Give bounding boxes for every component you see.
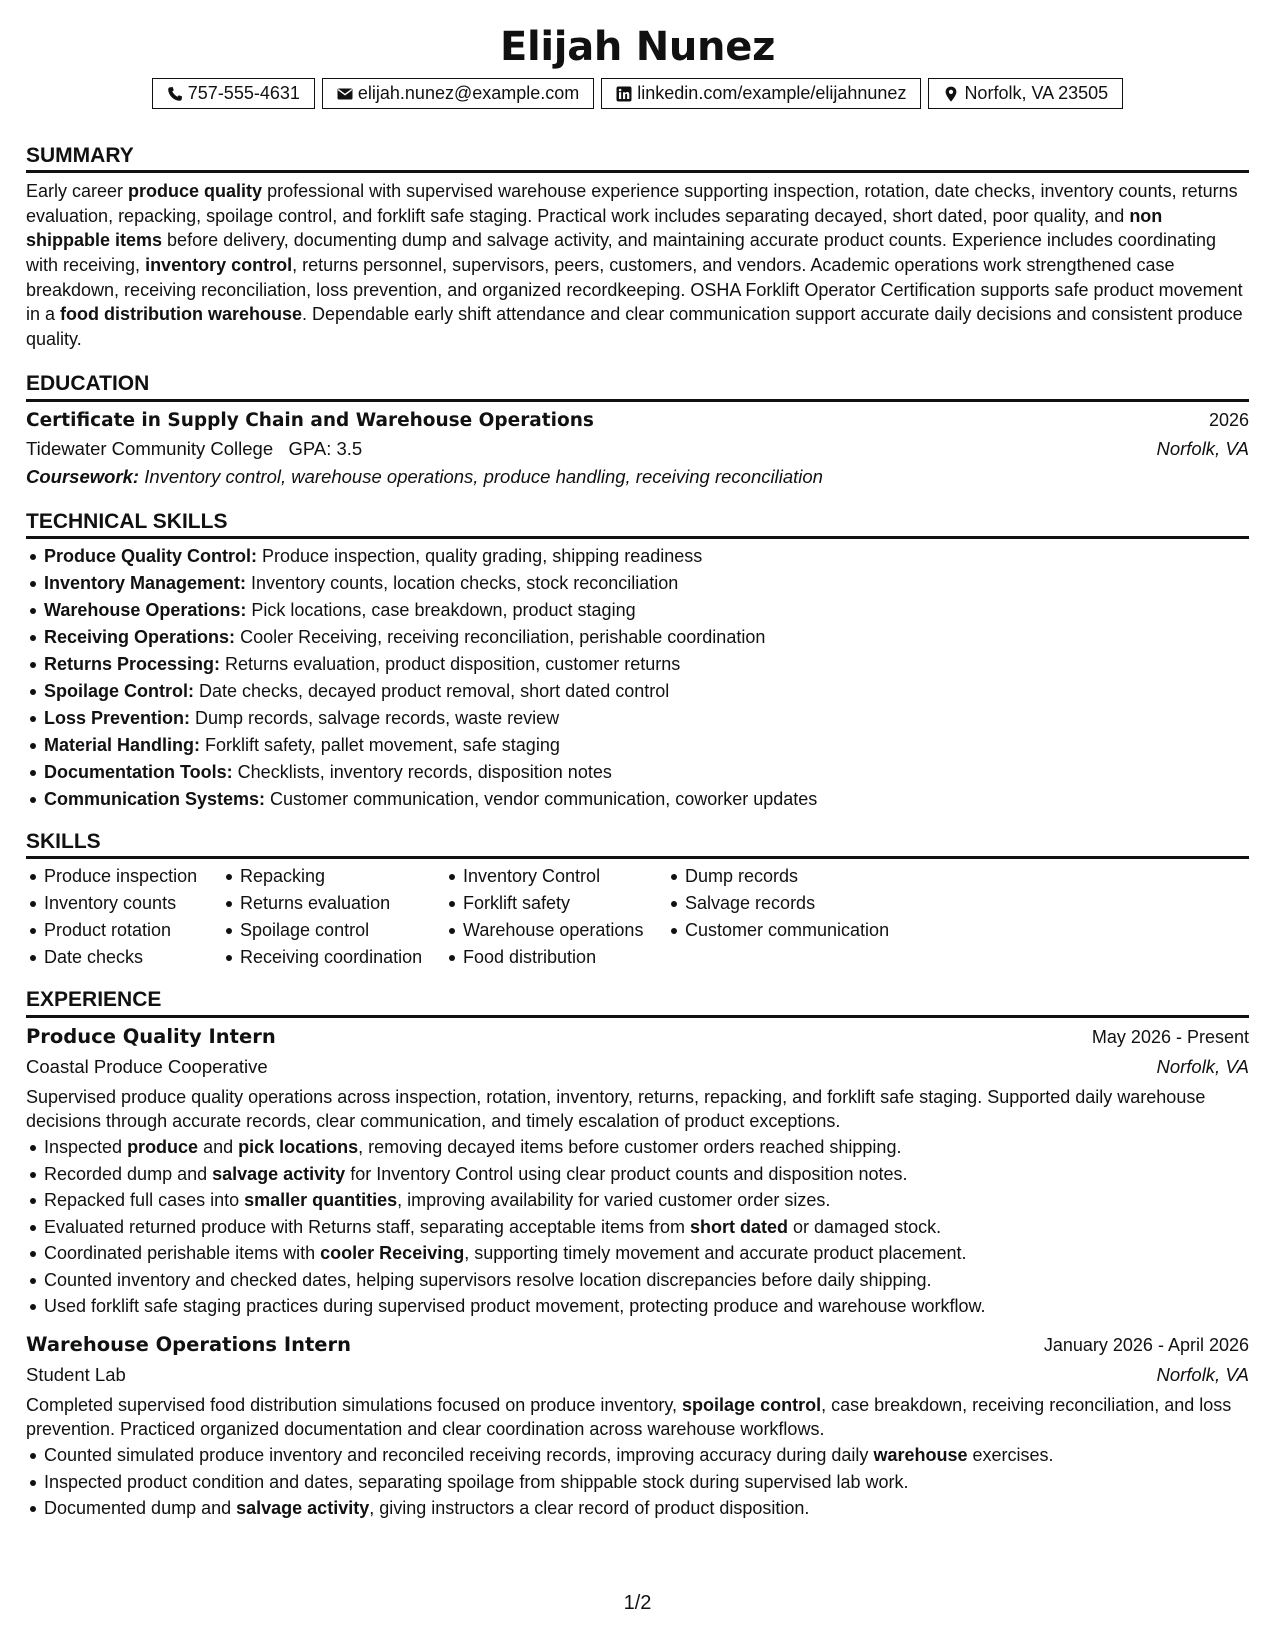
technical-skill-item bbox=[26, 732, 1249, 759]
skill-item: Inventory counts bbox=[26, 890, 222, 917]
skills-section bbox=[26, 829, 1249, 971]
bold-keyword: pick locations bbox=[238, 1137, 359, 1158]
technical-skill-value: Returns evaluation, product disposition, customer returns bbox=[220, 654, 681, 675]
skills-heading: SKILLS bbox=[26, 829, 1249, 859]
bold-keyword: smaller quantities bbox=[244, 1190, 398, 1211]
email-text: elijah.nunez@example.com bbox=[357, 83, 580, 104]
technical-skills-heading: TECHNICAL SKILLS bbox=[26, 509, 1249, 539]
phone-icon bbox=[167, 86, 183, 102]
job-header bbox=[26, 1024, 1249, 1051]
job-subheader bbox=[26, 1054, 1249, 1079]
job-bullet: Coordinated perishable items with cooler Receiving, supporting timely movement and accurate product placement. bbox=[26, 1240, 1249, 1267]
technical-skill-item bbox=[26, 759, 1249, 786]
technical-skill-label: Documentation Tools: bbox=[44, 762, 233, 783]
job-bullet: Evaluated returned produce with Returns staff, separating acceptable items from short dated or damaged stock. bbox=[26, 1214, 1249, 1241]
job-description: Supervised produce quality operations across inspection, rotation, inventory, returns, repacking, and forklift safe staging. Supported daily warehouse decisions through accurate records, clear communication, and timely escalation of product exceptions. bbox=[26, 1087, 1206, 1132]
technical-skill-label: Receiving Operations: bbox=[44, 627, 236, 648]
map-pin-icon bbox=[943, 86, 959, 102]
experience-list bbox=[26, 1024, 1249, 1522]
job-bullet: Inspected product condition and dates, separating spoilage from shippable stock during supervised lab work. bbox=[26, 1469, 1249, 1496]
technical-skill-label: Material Handling: bbox=[44, 735, 201, 756]
job-entry bbox=[26, 1332, 1249, 1522]
skill-item: Product rotation bbox=[26, 917, 222, 944]
contact-linkedin bbox=[601, 78, 921, 109]
school-name: Tidewater Community College bbox=[26, 437, 274, 459]
skill-item: Forklift safety bbox=[445, 890, 667, 917]
skill-item: Date checks bbox=[26, 944, 222, 971]
degree-title: Certificate in Supply Chain and Warehouse Operations bbox=[26, 409, 594, 431]
bold-keyword: salvage activity bbox=[212, 1163, 346, 1184]
job-entry bbox=[26, 1024, 1249, 1320]
job-title: Produce Quality Intern bbox=[26, 1024, 276, 1048]
coursework-text: Inventory control, warehouse operations, produce handling, receiving reconciliation bbox=[144, 465, 823, 487]
job-bullets bbox=[26, 1442, 1249, 1522]
technical-skill-value: Date checks, decayed product removal, short dated control bbox=[194, 681, 670, 702]
job-bullet: Counted simulated produce inventory and reconciled receiving records, improving accuracy during daily warehouse exercises. bbox=[26, 1442, 1249, 1469]
bold-keyword: produce bbox=[127, 1137, 199, 1158]
summary-section bbox=[26, 143, 1249, 351]
degree-year: 2026 bbox=[1208, 409, 1249, 430]
technical-skill-label: Spoilage Control: bbox=[44, 681, 194, 702]
technical-skill-label: Warehouse Operations: bbox=[44, 600, 247, 621]
linkedin-icon bbox=[616, 86, 632, 102]
job-header bbox=[26, 1332, 1249, 1359]
job-location: Norfolk, VA bbox=[1156, 1364, 1249, 1386]
summary-text: Early career produce quality professional with supervised warehouse experience supporting inspection, rotation, date checks, inventory counts, returns evaluation, repacking, spoilage control, and forklift safe staging. Practical work includes separating decayed, short dated, poor quality, and non shippable items before delivery, documenting dump and salvage activity, and maintaining accurate product counts. Experience includes coordinating with receiving, inventory control, returns personnel, supervisors, peers, customers, and vendors. Academic operations work strengthened case breakdown, receiving reconciliation, loss prevention, and organized recordkeeping. OSHA Forklift Operator Certification supports safe product movement in a food distribution warehouse. Dependable early shift attendance and clear communication support accurate daily decisions and consistent produce quality. bbox=[26, 181, 1243, 349]
skill-item: Warehouse operations bbox=[445, 917, 667, 944]
skills-column bbox=[667, 863, 927, 971]
bold-keyword: salvage activity bbox=[236, 1498, 370, 1519]
job-bullet: Used forklift safe staging practices during supervised product movement, protecting produce and warehouse workflow. bbox=[26, 1293, 1249, 1320]
skill-item: Customer communication bbox=[667, 917, 927, 944]
job-subheader bbox=[26, 1362, 1249, 1387]
technical-skill-label: Produce Quality Control: bbox=[44, 546, 258, 567]
bold-keyword: warehouse bbox=[873, 1445, 968, 1466]
job-bullet: Documented dump and salvage activity, giving instructors a clear record of product disposition. bbox=[26, 1495, 1249, 1522]
skill-item: Dump records bbox=[667, 863, 927, 890]
technical-skill-label: Communication Systems: bbox=[44, 789, 266, 810]
skills-column bbox=[26, 863, 222, 971]
skills-grid bbox=[26, 863, 1249, 971]
job-bullet: Counted inventory and checked dates, helping supervisors resolve location discrepancies before daily shipping. bbox=[26, 1267, 1249, 1294]
technical-skill-item bbox=[26, 624, 1249, 651]
contact-location bbox=[928, 78, 1123, 109]
bold-keyword: short dated bbox=[690, 1216, 789, 1237]
technical-skills-section bbox=[26, 509, 1249, 813]
technical-skill-value: Checklists, inventory records, disposition notes bbox=[232, 762, 612, 783]
job-company: Student Lab bbox=[26, 1364, 126, 1386]
technical-skill-item bbox=[26, 705, 1249, 732]
phone-text: 757-555-4631 bbox=[187, 83, 300, 104]
technical-skill-item bbox=[26, 597, 1249, 624]
coursework-line bbox=[26, 464, 1249, 489]
skills-column bbox=[445, 863, 667, 971]
bold-keyword: inventory control bbox=[145, 254, 293, 275]
technical-skills-list bbox=[26, 543, 1249, 813]
experience-section bbox=[26, 987, 1249, 1522]
summary-heading: SUMMARY bbox=[26, 143, 1249, 173]
school-location: Norfolk, VA bbox=[1156, 437, 1249, 459]
technical-skill-value: Customer communication, vendor communication, coworker updates bbox=[265, 789, 818, 810]
technical-skill-value: Pick locations, case breakdown, product staging bbox=[246, 600, 636, 621]
technical-skill-label: Loss Prevention: bbox=[44, 708, 191, 729]
job-bullet: Recorded dump and salvage activity for Inventory Control using clear product counts and disposition notes. bbox=[26, 1161, 1249, 1188]
job-location: Norfolk, VA bbox=[1156, 1056, 1249, 1078]
location-text: Norfolk, VA 23505 bbox=[964, 83, 1109, 104]
job-dates: May 2026 - Present bbox=[1091, 1026, 1249, 1047]
technical-skill-item bbox=[26, 543, 1249, 570]
job-dates: January 2026 - April 2026 bbox=[1043, 1334, 1249, 1355]
education-heading: EDUCATION bbox=[26, 371, 1249, 401]
bold-keyword: cooler Receiving bbox=[320, 1243, 465, 1264]
contact-email bbox=[322, 78, 594, 109]
technical-skill-value: Forklift safety, pallet movement, safe staging bbox=[200, 735, 560, 756]
education-section bbox=[26, 371, 1249, 489]
technical-skill-item bbox=[26, 651, 1249, 678]
skill-item: Inventory Control bbox=[445, 863, 667, 890]
skill-item: Food distribution bbox=[445, 944, 667, 971]
linkedin-text: linkedin.com/example/elijahnunez bbox=[637, 83, 907, 104]
envelope-icon bbox=[337, 86, 353, 102]
job-bullets bbox=[26, 1134, 1249, 1320]
technical-skill-value: Dump records, salvage records, waste review bbox=[190, 708, 560, 729]
skill-item: Produce inspection bbox=[26, 863, 222, 890]
contact-phone bbox=[152, 78, 315, 109]
technical-skill-value: Produce inspection, quality grading, shipping readiness bbox=[257, 546, 703, 567]
job-bullet: Inspected produce and pick locations, removing decayed items before customer orders reached shipping. bbox=[26, 1134, 1249, 1161]
technical-skill-label: Returns Processing: bbox=[44, 654, 221, 675]
contact-bar bbox=[26, 78, 1249, 109]
bold-keyword: non shippable items bbox=[26, 205, 1163, 251]
bold-keyword: food distribution warehouse bbox=[60, 304, 303, 325]
job-bullet: Repacked full cases into smaller quantities, improving availability for varied customer order sizes. bbox=[26, 1187, 1249, 1214]
education-row bbox=[26, 408, 1249, 433]
skill-item: Repacking bbox=[222, 863, 445, 890]
skill-item: Spoilage control bbox=[222, 917, 445, 944]
bold-keyword: spoilage control bbox=[682, 1395, 822, 1416]
gpa: GPA: 3.5 bbox=[288, 437, 363, 459]
technical-skill-value: Cooler Receiving, receiving reconciliation, perishable coordination bbox=[235, 627, 766, 648]
technical-skill-item bbox=[26, 570, 1249, 597]
job-company: Coastal Produce Cooperative bbox=[26, 1056, 268, 1078]
skills-column bbox=[222, 863, 445, 971]
technical-skill-item bbox=[26, 678, 1249, 705]
school-row bbox=[26, 436, 1249, 461]
technical-skill-item bbox=[26, 786, 1249, 813]
skill-item: Returns evaluation bbox=[222, 890, 445, 917]
school-info bbox=[26, 436, 362, 461]
bold-keyword: produce quality bbox=[128, 181, 263, 202]
page-number: 1/2 bbox=[623, 1592, 652, 1614]
job-title: Warehouse Operations Intern bbox=[26, 1332, 351, 1356]
experience-heading: EXPERIENCE bbox=[26, 987, 1249, 1017]
skill-item: Receiving coordination bbox=[222, 944, 445, 971]
technical-skill-label: Inventory Management: bbox=[44, 573, 247, 594]
technical-skill-value: Inventory counts, location checks, stock reconciliation bbox=[246, 573, 679, 594]
coursework-label: Coursework: bbox=[26, 465, 140, 487]
job-description: Completed supervised food distribution simulations focused on produce inventory, spoilage control, case breakdown, receiving reconciliation, and loss prevention. Practiced organized documentation and clear coordination across warehouse workflows. bbox=[26, 1395, 1232, 1440]
candidate-name: Elijah Nunez bbox=[499, 24, 776, 70]
skill-item: Salvage records bbox=[667, 890, 927, 917]
